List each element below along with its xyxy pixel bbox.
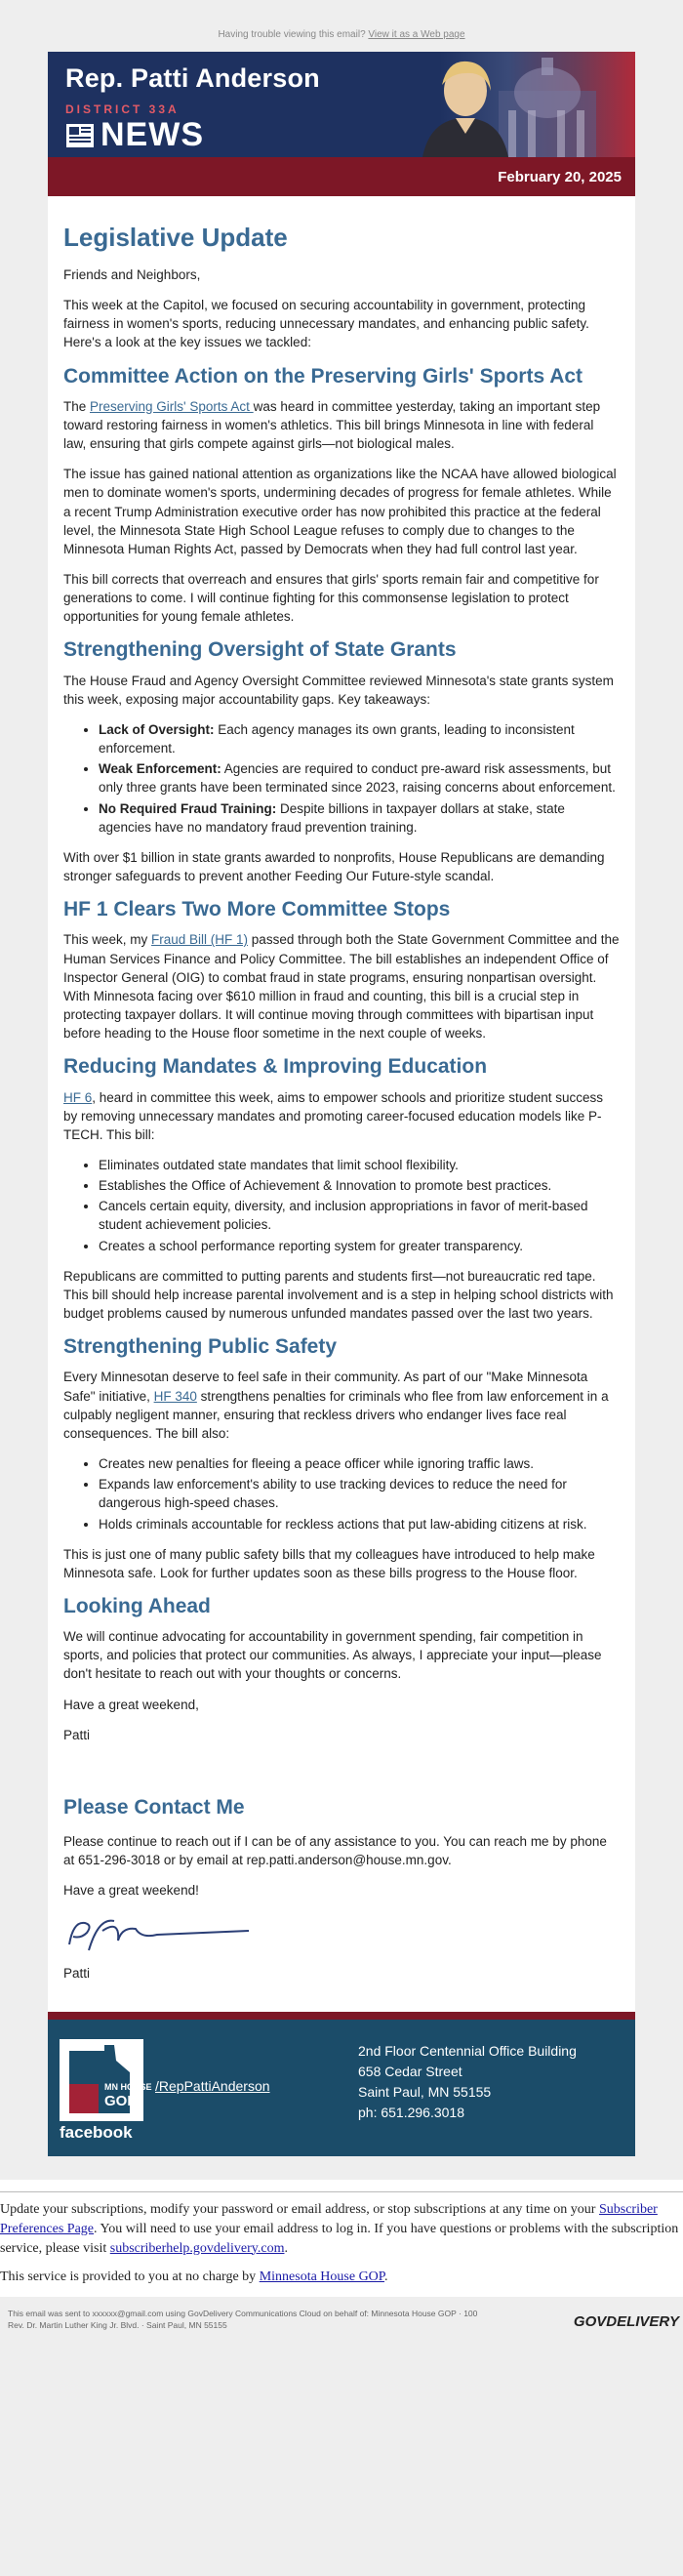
newsletter-date: February 20, 2025 bbox=[498, 169, 622, 185]
banner-news-row bbox=[65, 116, 204, 154]
section-heading-girls-sports: Committee Action on the Preserving Girls' Sports Act bbox=[63, 364, 583, 388]
section-heading-hf1: HF 1 Clears Two More Committee Stops bbox=[63, 898, 451, 921]
girls-sports-paragraph-2: The issue has gained national attention as organizations like the NCAA have allowed biological men to dominate women's sports, undermining decades of progress for female athletes. While a recent Trump Administration executive order has now prohibited this practice at the federal level, the Minnesota State High School League refuses to comply due to changes to the Minnesota Human Rights Act, passed by Democrats when they had full control last year. bbox=[63, 467, 617, 556]
banner-news: NEWS bbox=[100, 116, 204, 153]
mandates-list bbox=[99, 1156, 620, 1255]
facebook-wordmark: facebook bbox=[60, 2123, 133, 2143]
public-safety-paragraph-1: Every Minnesotan deserve to feel safe in their community. As part of our "Make Minnesota Safe" initiative, HF 340 strengthens penalties for criminals who flee from law enforcement in a culpably negligent manner, ensuring that reckless drivers who endanger lives face real consequences. The bill also: bbox=[63, 1370, 609, 1441]
list-item: • Cancels certain equity, diversity, and inclusion appropriations in favor of merit-based student achievement policies. bbox=[99, 1197, 620, 1234]
mn-house-gop-link[interactable]: Minnesota House GOP bbox=[259, 2269, 385, 2285]
state-grants-paragraph-2: With over $1 billion in state grants awarded to nonprofits, House Republicans are demanding stronger safeguards to prevent another Feeding Our Future-style scandal. bbox=[63, 849, 605, 884]
footer-accent-bar bbox=[48, 2012, 635, 2020]
hf340-link[interactable]: HF 340 bbox=[153, 1388, 197, 1404]
subscription-footer bbox=[0, 2180, 683, 2337]
facebook-page-link[interactable]: /RepPattiAnderson bbox=[155, 2078, 270, 2095]
girls-sports-paragraph-1: The Preserving Girls' Sports Act was heard in committee yesterday, taking an important step toward restoring fairness in women's athletics. This bill brings Minnesota in line with federal law, ensuring that girls compete against girls—not biological males. bbox=[63, 398, 601, 452]
logo-text-line-1: MN HOUSE bbox=[104, 2082, 152, 2093]
govdelivery-logo[interactable]: GOVDELIVERY bbox=[573, 2312, 679, 2330]
legal-footer bbox=[0, 2297, 683, 2338]
list-item: • Establishes the Office of Achievement & Innovation to promote best practices. bbox=[99, 1176, 620, 1195]
list-item: • Lack of Oversight: Each agency manages its own grants, leading to inconsistent enforcement. bbox=[99, 720, 620, 757]
hf6-link[interactable]: HF 6 bbox=[63, 1089, 93, 1105]
list-item: • Holds criminals accountable for reckless actions that put law-abiding citizens at risk. bbox=[99, 1515, 620, 1533]
section-heading-mandates: Reducing Mandates & Improving Education bbox=[63, 1055, 488, 1079]
hf1-paragraph: This week, my Fraud Bill (HF 1) passed through both the State Government Committee and the Human Services Finance and Policy Committee. The bill establishes an independent Office of Inspector General (OIG) to combat fraud in state programs, ensuring nonpartisan oversight. With Minnesota facing over $610 million in fraud and counting, this bill is a crucial step in protecting taxpayer dollars. It will continue moving through committees with bipartisan input before heading to the House floor sometime in the next couple of weeks. bbox=[63, 932, 620, 1042]
newspaper-icon bbox=[65, 121, 95, 150]
mn-house-gop-logo bbox=[60, 2039, 152, 2121]
address-line: 658 Cedar Street bbox=[358, 2064, 462, 2080]
subscription-paragraph: Update your subscriptions, modify your password or email address, or stop subscriptions at any time on your Subscriber Preferences Page. You will need to use your email address to log in. If you have questions or problems with the subscription service, please visit subscriberhelp.govdelivery.com. bbox=[0, 2202, 679, 2256]
intro-paragraph: This week at the Capitol, we focused on securing accountability in government, protecting fairness in women's sports, reducing unnecessary mandates, and enhancing public safety. Here's a look at the key issues we tackled: bbox=[63, 298, 589, 350]
article-body bbox=[48, 196, 635, 1766]
address-line: Saint Paul, MN 55155 bbox=[358, 2084, 492, 2101]
date-bar bbox=[48, 157, 635, 196]
contact-name: Patti bbox=[63, 1966, 91, 1982]
subscriber-help-link[interactable]: subscriberhelp.govdelivery.com bbox=[109, 2240, 285, 2256]
legal-text: This email was sent to xxxxxx@gmail.com using GovDelivery Communications Cloud on behalf of: Minnesota House GOP · 100 Rev. Dr. Martin Luther King Jr. Blvd. · Saint Paul, MN 55155 bbox=[8, 2308, 478, 2330]
address-line: 2nd Floor Centennial Office Building bbox=[358, 2043, 577, 2060]
contact-section bbox=[48, 1766, 635, 2002]
section-heading-looking-ahead: Looking Ahead bbox=[63, 1594, 211, 1617]
state-grants-list bbox=[99, 720, 620, 837]
logo-text-line-2: GOP bbox=[104, 2093, 138, 2110]
list-item: • Creates new penalties for fleeing a peace officer while ignoring traffic laws. bbox=[99, 1454, 620, 1473]
email-container bbox=[48, 52, 635, 2156]
mandates-paragraph-2: Republicans are committed to putting parents and students first—not bureaucratic red tape. This bill should help increase parental involvement and is a step in helping school districts with budget problems caused by numerous unfunded mandates passed over the last two years. bbox=[63, 1268, 614, 1322]
contact-closing: Have a great weekend! bbox=[63, 1883, 199, 1899]
closing-name: Patti bbox=[63, 1727, 91, 1742]
top-note-text: Having trouble viewing this email? bbox=[218, 29, 366, 40]
view-web-page-link[interactable]: View it as a Web page bbox=[368, 29, 465, 40]
address-phone: ph: 651.296.3018 bbox=[358, 2105, 464, 2121]
list-item: • Weak Enforcement: Agencies are required to conduct pre-award risk assessments, but only three grants have been terminated since 2023, raising concerns about enforcement. bbox=[99, 759, 620, 797]
banner-title: Rep. Patti Anderson bbox=[65, 63, 320, 93]
page-title: Legislative Update bbox=[63, 223, 288, 252]
greeting: Friends and Neighbors, bbox=[63, 266, 201, 282]
divider bbox=[0, 2191, 683, 2192]
public-safety-list bbox=[99, 1454, 620, 1533]
banner-district: DISTRICT 33A bbox=[65, 102, 180, 116]
contact-heading: Please Contact Me bbox=[63, 1795, 245, 1819]
looking-ahead-paragraph: We will continue advocating for accountability in government spending, fair competition in sports, and policies that protect our communities. As always, I appreciate your input—please don't hesitate to reach out with your thoughts or concerns. bbox=[63, 1629, 602, 1682]
mandates-paragraph-1: HF 6, heard in committee this week, aims to empower schools and prioritize student success by removing unnecessary mandates and promoting career-focused education models like P-TECH. This bill: bbox=[63, 1089, 603, 1142]
contact-paragraph: Please continue to reach out if I can be of any assistance to you. You can reach me by phone at 651-296-3018 or by email at rep.patti.anderson@house.mn.gov. bbox=[63, 1833, 607, 1867]
girls-sports-paragraph-3: This bill corrects that overreach and ensures that girls' sports remain fair and competitive for generations to come. I will continue fighting for this commonsense legislation to protect opportunities for young female athletes. bbox=[63, 571, 599, 625]
closing-line: Have a great weekend, bbox=[63, 1697, 199, 1712]
footer bbox=[48, 2020, 635, 2156]
signature-image bbox=[63, 1911, 259, 1956]
office-address bbox=[358, 2041, 577, 2123]
preserving-girls-sports-act-link[interactable]: Preserving Girls' Sports Act bbox=[90, 398, 254, 414]
state-grants-paragraph-1: The House Fraud and Agency Oversight Committee reviewed Minnesota's state grants system this week, exposing major accountability gaps. Key takeaways: bbox=[63, 673, 614, 707]
header-banner bbox=[48, 52, 635, 157]
fraud-bill-hf1-link[interactable]: Fraud Bill (HF 1) bbox=[151, 932, 249, 948]
list-item: • Creates a school performance reporting system for greater transparency. bbox=[99, 1237, 620, 1255]
top-note bbox=[0, 0, 683, 52]
representative-photo bbox=[409, 52, 516, 157]
list-item: • Expands law enforcement's ability to use tracking devices to reduce the need for dangerous high-speed chases. bbox=[99, 1475, 620, 1512]
list-item: • Eliminates outdated state mandates that limit school flexibility. bbox=[99, 1156, 620, 1174]
subscriber-preferences-link[interactable]: Subscriber Preferences Page bbox=[0, 2202, 658, 2236]
facebook-logo-block[interactable] bbox=[60, 2039, 152, 2143]
public-safety-paragraph-2: This is just one of many public safety bills that my colleagues have introduced to help make Minnesota safe. Look for further updates soon as these bills progress to the House floor. bbox=[63, 1546, 595, 1580]
section-heading-public-safety: Strengthening Public Safety bbox=[63, 1335, 338, 1359]
section-heading-state-grants: Strengthening Oversight of State Grants bbox=[63, 638, 457, 662]
list-item: • No Required Fraud Training: Despite billions in taxpayer dollars at stake, state agencies have no mandatory fraud prevention training. bbox=[99, 799, 620, 837]
service-paragraph: This service is provided to you at no charge by Minnesota House GOP. bbox=[0, 2269, 388, 2285]
